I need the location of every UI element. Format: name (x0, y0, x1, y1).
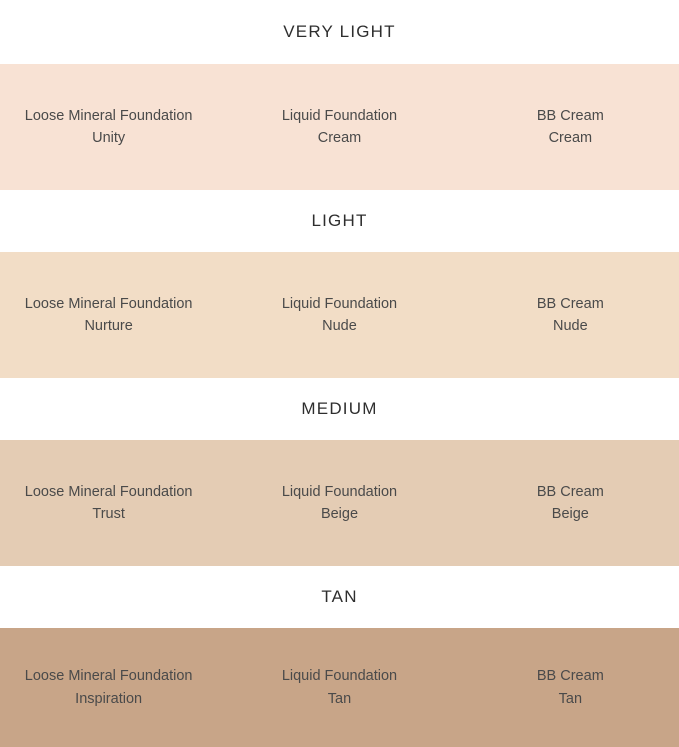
shade-group-very-light (0, 0, 679, 190)
product-name: Loose Mineral Foundation (24, 107, 193, 124)
product-cell (217, 105, 461, 150)
product-cell (0, 105, 217, 150)
shade-group-tan (0, 566, 679, 747)
product-name: Loose Mineral Foundation (24, 668, 193, 685)
shade-group-title: LIGHT (311, 211, 368, 230)
product-name: Liquid Foundation (281, 295, 398, 312)
shade-group-title: TAN (321, 587, 358, 606)
product-cell (0, 293, 217, 338)
product-name: BB Cream (536, 668, 604, 685)
shade-name: Unity (92, 130, 126, 146)
product-cell (0, 665, 217, 710)
product-cell (462, 481, 679, 526)
product-name: BB Cream (536, 295, 604, 312)
shade-group-title: VERY LIGHT (283, 22, 396, 41)
shade-name: Beige (320, 506, 359, 522)
shade-group-title: MEDIUM (301, 399, 378, 418)
shade-name: Tan (327, 690, 352, 707)
product-name: Liquid Foundation (281, 668, 398, 685)
product-cell (217, 293, 461, 338)
product-name: Loose Mineral Foundation (24, 295, 193, 312)
shade-name: Inspiration (75, 690, 143, 707)
product-cell (462, 665, 679, 710)
product-name: Loose Mineral Foundation (24, 483, 193, 500)
product-name: Liquid Foundation (281, 107, 398, 124)
shade-group-light (0, 190, 679, 378)
product-name: Liquid Foundation (281, 483, 398, 500)
product-cell (462, 293, 679, 338)
product-cell (0, 481, 217, 526)
shade-name: Nude (553, 318, 588, 334)
swatch-band-tan (0, 628, 679, 747)
swatch-band-very-light (0, 64, 679, 190)
shade-name: Nude (322, 318, 357, 334)
swatch-band-medium (0, 440, 679, 566)
shade-name: Nurture (84, 318, 133, 334)
shade-name: Trust (92, 506, 125, 522)
shade-name: Cream (317, 130, 362, 146)
shade-name: Beige (551, 506, 589, 522)
swatch-band-light (0, 252, 679, 378)
product-name: BB Cream (536, 107, 604, 124)
product-cell (217, 665, 461, 710)
shade-group-medium (0, 378, 679, 566)
shade-name: Cream (548, 130, 593, 146)
product-cell (217, 481, 461, 526)
product-name: BB Cream (536, 483, 604, 500)
shade-name: Tan (558, 690, 583, 707)
product-cell (462, 105, 679, 150)
